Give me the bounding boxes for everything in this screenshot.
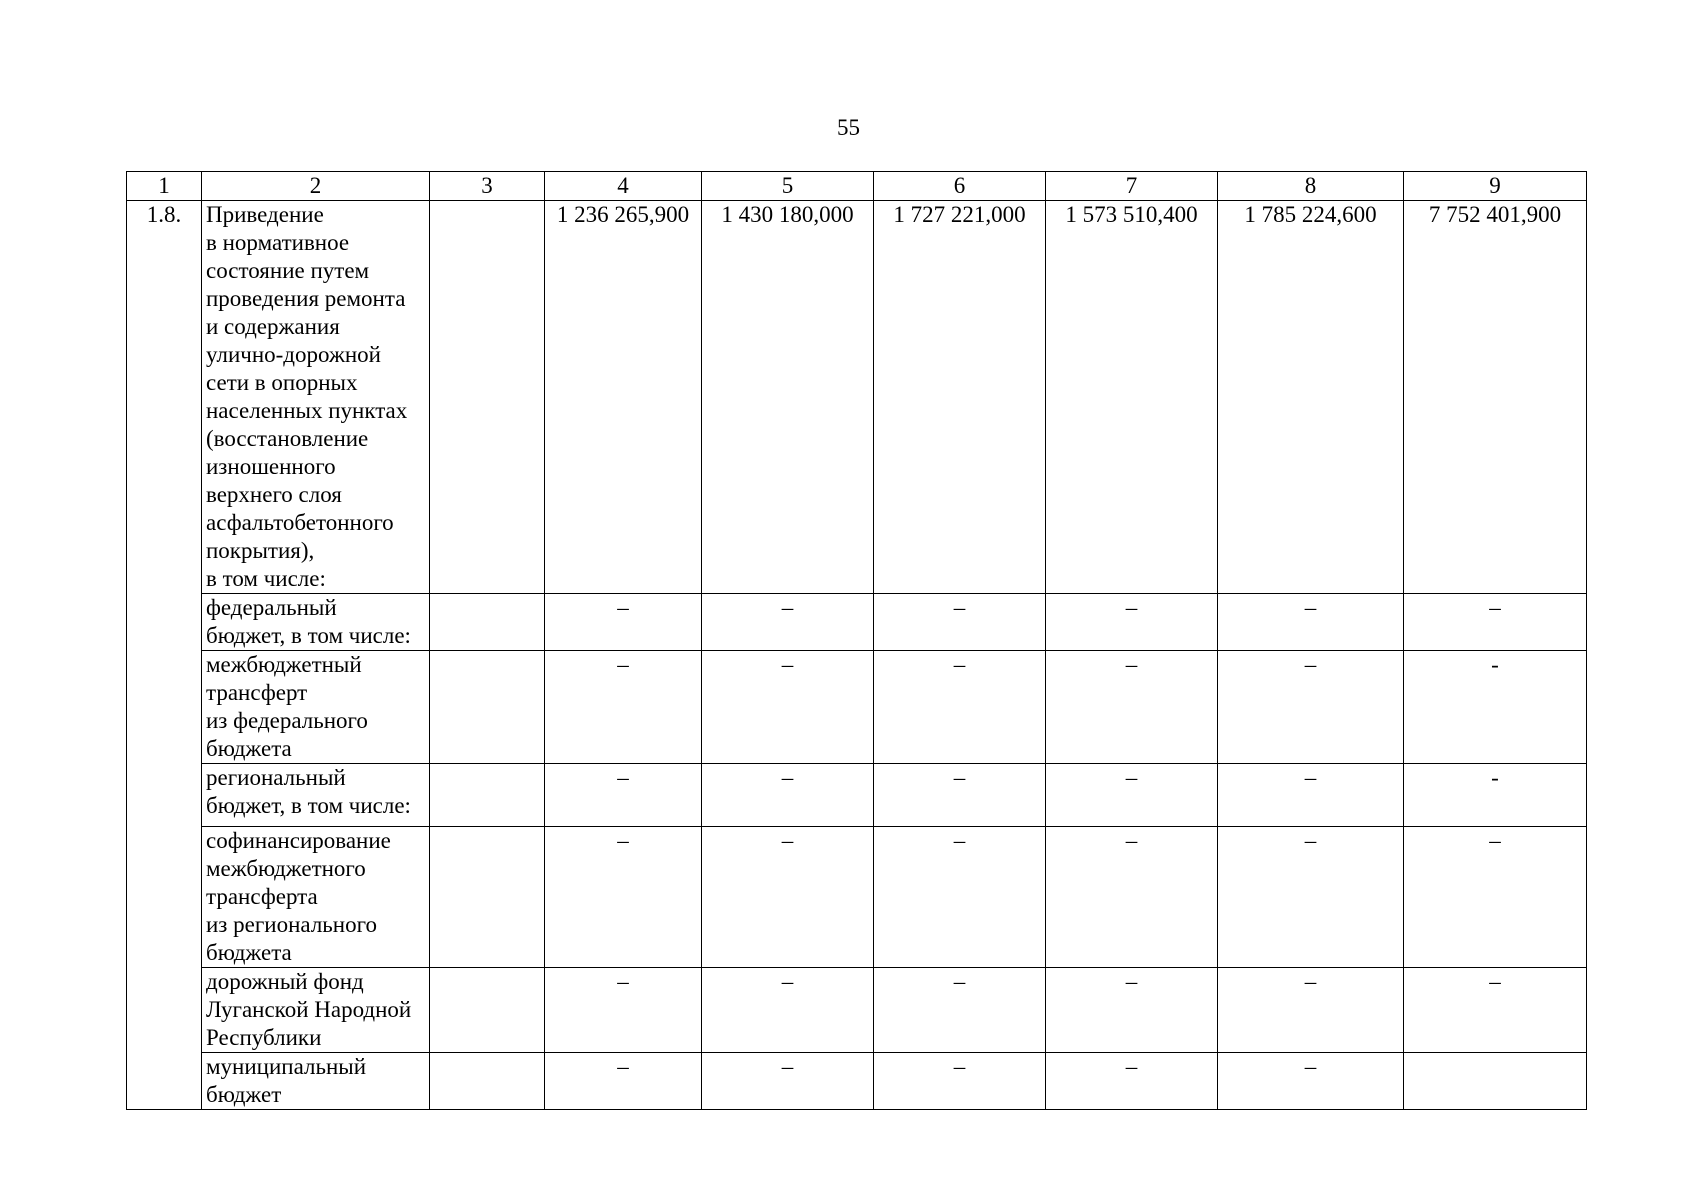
- row-value: –: [545, 651, 702, 764]
- row-value: –: [702, 651, 874, 764]
- item-value-col7: 1 573 510,400: [1046, 201, 1218, 594]
- item-value-col6: 1 727 221,000: [874, 201, 1046, 594]
- row-value: –: [1404, 827, 1587, 968]
- row-value: –: [545, 827, 702, 968]
- row-value: –: [874, 968, 1046, 1053]
- row-value: –: [1218, 764, 1404, 827]
- row-label-regional-budget: региональный бюджет, в том числе:: [202, 764, 430, 827]
- row-value: –: [874, 827, 1046, 968]
- row-value: –: [874, 594, 1046, 651]
- row-col3: [430, 594, 545, 651]
- row-value: –: [1046, 968, 1218, 1053]
- column-number-1: 1: [127, 172, 202, 201]
- row-value: –: [1046, 594, 1218, 651]
- column-number-row: [127, 172, 1587, 201]
- column-number-2: 2: [202, 172, 430, 201]
- row-value: –: [1404, 594, 1587, 651]
- row-value: –: [545, 1053, 702, 1110]
- table-row: [127, 968, 1587, 1053]
- row-value: –: [702, 1053, 874, 1110]
- column-number-8: 8: [1218, 172, 1404, 201]
- table-row: [127, 651, 1587, 764]
- table-row: [127, 764, 1587, 827]
- page-number: 55: [837, 115, 860, 140]
- row-value: -: [1404, 651, 1587, 764]
- column-number-7: 7: [1046, 172, 1218, 201]
- row-value: –: [1046, 1053, 1218, 1110]
- table-row: [127, 201, 1587, 594]
- column-number-6: 6: [874, 172, 1046, 201]
- item-value-col5: 1 430 180,000: [702, 201, 874, 594]
- row-value: –: [1218, 594, 1404, 651]
- row-value: [1404, 1053, 1587, 1110]
- column-number-5: 5: [702, 172, 874, 201]
- row-label-regional-cofinancing: софинансирование межбюджетного трансферта из регионального бюджета: [202, 827, 430, 968]
- row-value: –: [1218, 827, 1404, 968]
- row-value: –: [1046, 827, 1218, 968]
- row-value: –: [702, 827, 874, 968]
- row-value: -: [1404, 764, 1587, 827]
- row-value: –: [545, 968, 702, 1053]
- row-value: –: [874, 764, 1046, 827]
- row-col3: [430, 1053, 545, 1110]
- item-value-col4: 1 236 265,900: [545, 201, 702, 594]
- row-value: –: [1218, 1053, 1404, 1110]
- row-label-road-fund: дорожный фонд Луганской Народной Республики: [202, 968, 430, 1053]
- row-value: –: [1046, 651, 1218, 764]
- row-value: –: [874, 1053, 1046, 1110]
- row-value: –: [1218, 968, 1404, 1053]
- row-value: –: [702, 594, 874, 651]
- column-number-4: 4: [545, 172, 702, 201]
- row-value: –: [702, 968, 874, 1053]
- table-row: [127, 594, 1587, 651]
- item-value-col8: 1 785 224,600: [1218, 201, 1404, 594]
- row-col3: [430, 827, 545, 968]
- row-col3: [430, 968, 545, 1053]
- row-value: –: [874, 651, 1046, 764]
- item-col3: [430, 201, 545, 594]
- row-col3: [430, 764, 545, 827]
- table-row: [127, 827, 1587, 968]
- row-label-federal-transfer: межбюджетный трансферт из федерального бюджета: [202, 651, 430, 764]
- row-label-federal-budget: федеральный бюджет, в том числе:: [202, 594, 430, 651]
- budget-table: [126, 171, 1587, 1110]
- row-value: –: [702, 764, 874, 827]
- row-col3: [430, 651, 545, 764]
- row-label-municipal-budget: муниципальный бюджет: [202, 1053, 430, 1110]
- item-title: Приведение в нормативное состояние путем проведения ремонта и содержания улично-дорожной сети в опорных населенных пунктах (восстановление изношенного верхнего слоя асфальтобетонного покрытия), в том числе:: [202, 201, 430, 594]
- table-row: [127, 1053, 1587, 1110]
- row-value: –: [1046, 764, 1218, 827]
- row-value: –: [1404, 968, 1587, 1053]
- row-value: –: [545, 594, 702, 651]
- column-number-3: 3: [430, 172, 545, 201]
- column-number-9: 9: [1404, 172, 1587, 201]
- row-value: –: [545, 764, 702, 827]
- item-value-col9: 7 752 401,900: [1404, 201, 1587, 594]
- item-index: 1.8.: [127, 201, 202, 1110]
- row-value: –: [1218, 651, 1404, 764]
